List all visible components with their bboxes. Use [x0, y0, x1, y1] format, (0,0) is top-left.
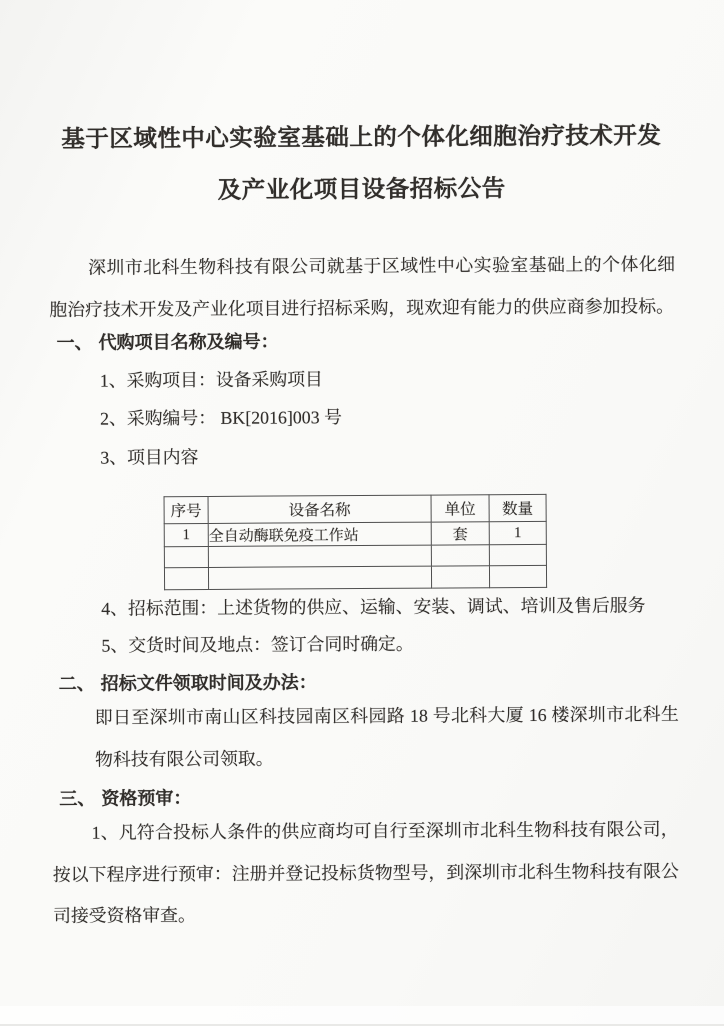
document-content	[48, 0, 680, 1026]
cell-unit: 套	[431, 522, 489, 545]
cell-qty	[489, 544, 546, 565]
section-3-heading	[59, 787, 191, 810]
section-2-title: 招标文件领取时间及办法：	[100, 672, 317, 694]
column-header-name: 设备名称	[208, 495, 431, 523]
section-2-number: 二、	[58, 673, 95, 694]
column-header-seq: 序号	[164, 496, 208, 523]
document-title-line2: 及产业化项目设备招标公告	[217, 176, 506, 204]
cell-seq: 1	[164, 523, 208, 546]
section-1-heading	[57, 331, 279, 354]
list-item-bid-scope: 4、招标范围：上述货物的供应、运输、安装、调试、培训及售后服务	[101, 595, 646, 619]
cell-name	[208, 566, 431, 589]
cell-qty	[489, 565, 546, 587]
section-2-heading	[59, 671, 317, 695]
cell-name: 全自动酶联免疫工作站	[208, 522, 431, 546]
table-row	[164, 521, 546, 546]
section-3-title: 资格预审：	[101, 788, 192, 809]
table-header-row	[164, 494, 546, 523]
document-title-line1: 基于区域性中心实验室基础上的个体化细胞治疗技术开发	[61, 123, 662, 153]
list-item-procurement-project: 1、采购项目：设备采购项目	[99, 369, 323, 391]
table-row	[164, 544, 546, 567]
cell-qty: 1	[489, 521, 546, 544]
section-3-number: 三、	[59, 788, 96, 809]
cell-seq	[164, 546, 208, 567]
list-item-procurement-number: 2、采购编号： BK[2016]003 号	[99, 407, 342, 429]
section-1-title: 代购项目名称及编号：	[98, 331, 279, 353]
equipment-table	[164, 494, 548, 590]
column-header-unit: 单位	[431, 495, 489, 522]
section-1-number: 一、	[56, 332, 93, 353]
cell-unit	[431, 545, 489, 566]
cell-unit	[431, 566, 489, 588]
intro-paragraph: 深圳市北科生物科技有限公司就基于区域性中心实验室基础上的个体化细胞治疗技术开发及产业化项目进行招标采购，现欢迎有能力的供应商参加投标。	[49, 254, 676, 320]
list-item-project-content: 3、项目内容	[100, 447, 199, 468]
cell-seq	[164, 567, 208, 589]
section-3-paragraph: 1、凡符合投标人条件的供应商均可自行至深圳市北科生物科技有限公司，按以下程序进行预审：注册并登记投标货物型号，到深圳市北科生物科技有限公司接受资格审查。	[52, 819, 679, 926]
section-2-paragraph: 即日至深圳市南山区科技园南区科园路 18 号北科大厦 16 楼深圳市北科生物科技有限公司领取。	[94, 704, 679, 770]
cell-name	[208, 545, 431, 567]
column-header-qty: 数量	[489, 494, 546, 521]
list-item-delivery: 5、交货时间及地点：签订合同时确定。	[101, 633, 414, 656]
table-row	[164, 565, 546, 589]
